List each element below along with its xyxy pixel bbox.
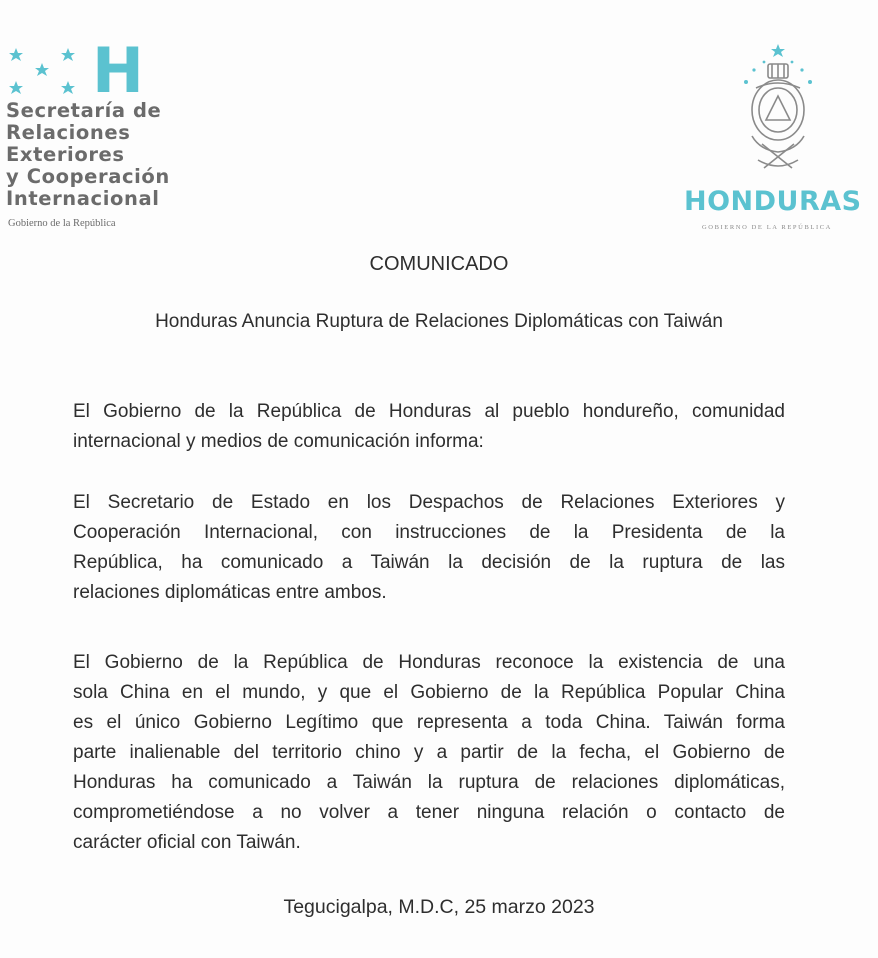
ministry-name-line: Exteriores (6, 143, 125, 166)
paragraph-line: Honduras ha comunicado a Taiwán la ruptura de relaciones diplomáticas, (73, 772, 785, 793)
paragraph-line: El Gobierno de la República de Honduras reconoce la existencia de una (73, 652, 785, 673)
ministry-name (6, 100, 170, 210)
ministry-gov-line: Gobierno de la República (8, 218, 116, 229)
five-stars-icon (6, 46, 96, 106)
paragraph-1 (73, 397, 785, 457)
ministry-name-line: Internacional (6, 187, 160, 210)
paragraph-line: República, ha comunicado a Taiwán la decisión de la ruptura de las (73, 552, 785, 573)
paragraph-line: carácter oficial con Taiwán. (73, 832, 301, 853)
ministry-name-line: y Cooperación (6, 165, 170, 188)
paragraph-line: relaciones diplomáticas entre ambos. (73, 582, 387, 603)
paragraph-line: El Gobierno de la República de Honduras al pueblo hondureño, comunidad (73, 401, 785, 422)
dateline: Tegucigalpa, M.D.C, 25 marzo 2023 (283, 896, 595, 918)
coat-of-arms-icon (730, 40, 826, 180)
ministry-logo-letter: H (92, 34, 144, 107)
ministry-name-line: Secretaría de (6, 99, 162, 122)
ministry-name-line: Relaciones (6, 121, 131, 144)
paragraph-line: sola China en el mundo, y que el Gobierno de la República Popular China (73, 682, 785, 703)
paragraph-2 (73, 488, 785, 608)
paragraph-line: internacional y medios de comunicación informa: (73, 431, 484, 452)
paragraph-3 (73, 648, 785, 858)
paragraph-line: El Secretario de Estado en los Despachos de Relaciones Exteriores y (73, 492, 785, 513)
paragraph-line: comprometiéndose a no volver a tener ninguna relación o contacto de (73, 802, 785, 823)
document-subtitle: Honduras Anuncia Ruptura de Relaciones Diplomáticas con Taiwán (155, 311, 723, 332)
paragraph-line: es el único Gobierno Legítimo que representa a toda China. Taiwán forma (73, 712, 785, 733)
ministry-logo (6, 34, 206, 240)
honduras-wordmark: HONDURAS (684, 186, 862, 217)
paragraph-line: parte inalienable del territorio chino y a partir de la fecha, el Gobierno de (73, 742, 785, 763)
paragraph-line: Cooperación Internacional, con instrucciones de la Presidenta de la (73, 522, 785, 543)
honduras-logo (678, 40, 874, 240)
country-gov-line: GOBIERNO DE LA REPÚBLICA (702, 224, 832, 231)
document-title: COMUNICADO (369, 253, 509, 275)
